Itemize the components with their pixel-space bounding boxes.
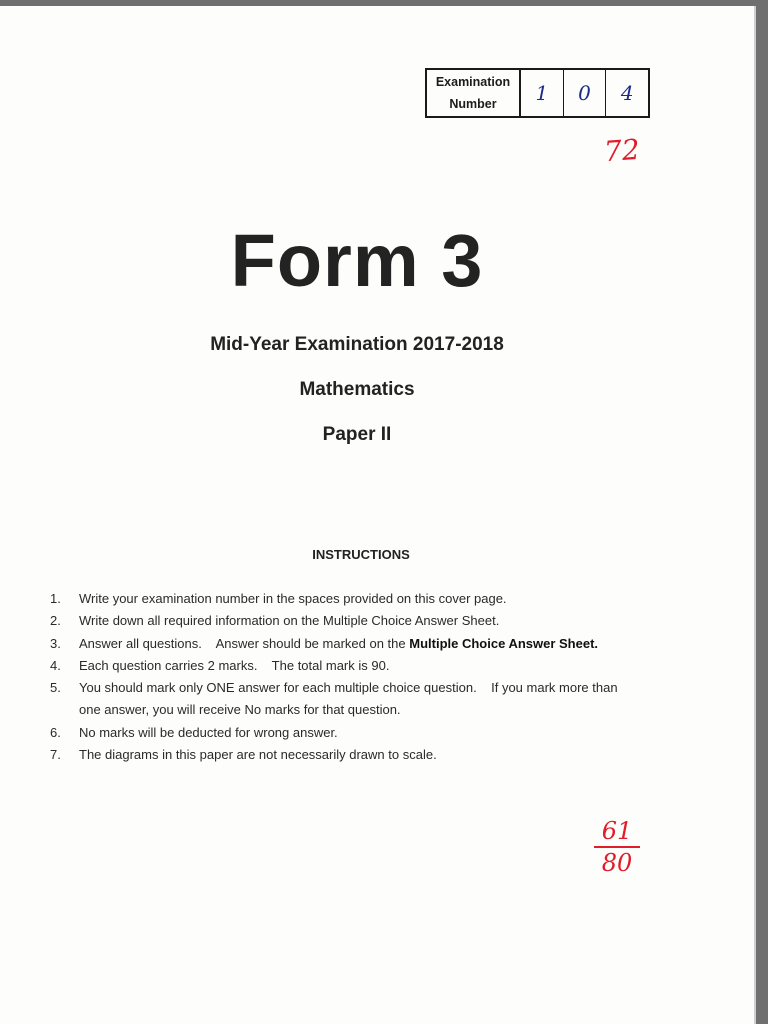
exam-digit-2: 0	[564, 70, 607, 116]
instruction-number: 7.	[50, 747, 61, 763]
instruction-text-bold: Multiple Choice Answer Sheet.	[409, 635, 599, 651]
exam-cover-page	[0, 6, 756, 1024]
instruction-text: The diagrams in this paper are not necessarily drawn to scale.	[79, 747, 437, 763]
handwritten-score-fraction	[592, 818, 642, 876]
instruction-item-continuation	[50, 699, 690, 721]
instruction-text: Write your examination number in the spaces provided on this cover page.	[79, 591, 507, 606]
exam-name: Mid-Year Examination 2017-2018	[210, 334, 504, 355]
instructions-heading: INSTRUCTIONS	[312, 547, 410, 562]
exam-digit-3: 4	[620, 81, 634, 105]
instruction-item	[50, 722, 690, 744]
instruction-number: 2.	[50, 613, 61, 629]
page-title: Form 3	[230, 219, 484, 302]
instruction-text: You should mark only ONE answer for each multiple choice question. If you mark more than	[79, 680, 618, 696]
handwritten-score-top: 72	[602, 132, 641, 169]
instruction-text: Write down all required information on the Multiple Choice Answer Sheet.	[79, 613, 500, 629]
instruction-item	[50, 744, 690, 766]
score-denominator: 80	[601, 849, 633, 877]
instruction-text: one answer, you will receive No marks for that question.	[79, 702, 401, 718]
instruction-text: No marks will be deducted for wrong answer.	[79, 724, 338, 740]
subject: Mathematics	[299, 379, 415, 400]
instructions-list	[50, 588, 690, 766]
instruction-number: 1.	[50, 591, 61, 606]
instruction-number: 3.	[50, 635, 61, 651]
instruction-item	[50, 588, 690, 610]
instruction-number: 6.	[50, 724, 61, 740]
instruction-item	[50, 677, 690, 699]
examination-number-label	[427, 70, 521, 116]
fraction-bar	[594, 846, 640, 848]
instruction-item	[50, 633, 690, 655]
paper-number: Paper II	[322, 424, 392, 445]
instruction-text: Each question carries 2 marks. The total mark is 90.	[79, 657, 390, 673]
exam-digit-1: 1	[521, 70, 564, 116]
score-numerator: 61	[601, 817, 633, 845]
exam-label-line2: Number	[449, 97, 497, 111]
instruction-text	[79, 633, 690, 655]
instruction-number	[50, 699, 79, 721]
instruction-number: 5.	[50, 680, 61, 696]
instruction-item	[50, 610, 690, 632]
examination-number-box	[425, 68, 650, 118]
instruction-text-plain: Answer all questions. Answer should be marked on the	[79, 635, 410, 651]
instruction-item	[50, 655, 690, 677]
exam-label-line1: Examination	[435, 75, 511, 89]
instruction-number: 4.	[50, 657, 61, 673]
